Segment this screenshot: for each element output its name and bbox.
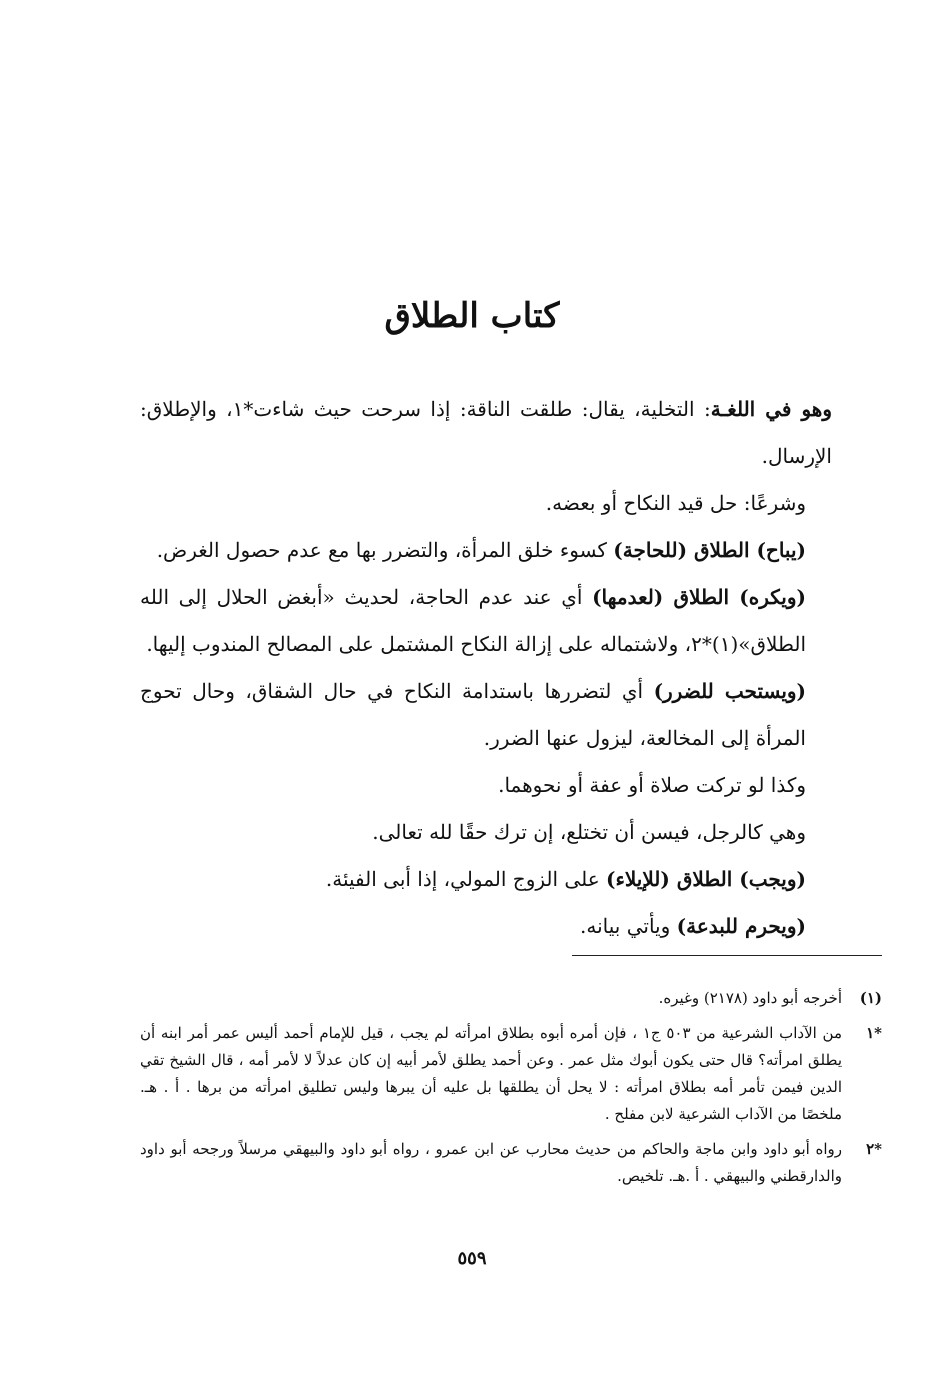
footnote-mark: *٢ xyxy=(866,1140,882,1158)
paragraph-bold: وهو في اللغـة xyxy=(710,397,832,421)
paragraph-text: وكذا لو تركت صلاة أو عفة أو نحوهما. xyxy=(498,773,806,797)
paragraph-bold: (ويجب) الطلاق (للإيلاء) xyxy=(606,867,806,891)
paragraph xyxy=(140,574,832,668)
paragraph-text: أي لتضررها باستدامة النكاح في حال الشقاق، وحال تحوج المرأة إلى المخالعة، ليزول عنها الضرر. xyxy=(140,679,806,750)
paragraph-text: وشرعًا: حل قيد النكاح أو بعضه. xyxy=(545,491,806,515)
paragraph-bold: (يباح) الطلاق (للحاجة) xyxy=(613,538,806,562)
footnote-separator xyxy=(572,955,882,956)
chapter-title: كتاب الطلاق xyxy=(384,296,560,336)
paragraph-text: على الزوج المولي، إذا أبى الفيئة. xyxy=(325,867,606,891)
paragraph xyxy=(140,762,832,809)
footnotes xyxy=(140,985,882,1198)
paragraph xyxy=(140,903,832,950)
footnote-text: من الآداب الشرعية من ٥٠٣ ج١ ، فإن أمره أبوه بطلاق امرأته لم يجب ، قيل للإمام أحمد أليس عمر أمر ابنه أن يطلق امرأته؟ قال حتى يكون أبوك مثل عمر . وعن أحمد يطلق لأمر أبيه إن كان عدلاً لا لأمر أمه ، قال الشيخ تقي الدين فيمن تأمر أمه بطلاق امرأته : لا يحل أن يطلقها بل عليه أن يبرها وليس تطليق امرأته من برها . أ . هـ. ملخصًا من الآداب الشرعية لابن مفلح . xyxy=(140,1024,843,1123)
paragraph xyxy=(140,386,832,480)
paragraph-text: كسوء خلق المرأة، والتضرر بها مع عدم حصول الغرض. xyxy=(156,538,614,562)
footnote-mark: (١) xyxy=(859,989,882,1007)
footnote-mark: *١ xyxy=(866,1024,882,1042)
paragraph xyxy=(140,527,832,574)
page-number: ٥٥٩ xyxy=(457,1248,487,1269)
paragraph-text: وهي كالرجل، فيسن أن تختلع، إن ترك حقًا لله تعالى. xyxy=(372,820,806,844)
paragraph xyxy=(140,809,832,856)
paragraph-bold: (ويحرم للبدعة) xyxy=(676,914,806,938)
paragraph xyxy=(140,668,832,762)
footnote xyxy=(140,1136,882,1190)
footnote-text: رواه أبو داود وابن ماجة والحاكم من حديث محارب عن ابن عمرو ، رواه أبو داود والبيهقي مرسلاً ورجحه أبو داود والدارقطني والبيهقي . أ .هـ. تلخيص. xyxy=(140,1140,842,1185)
paragraph-text: أي عند عدم الحاجة، لحديث «أبغض الحلال إلى الله الطلاق»(١)*٢، ولاشتماله على إزالة النكاح المشتمل على المصالح المندوب إليها. xyxy=(140,585,806,656)
paragraph xyxy=(140,856,832,903)
paragraph-text: : التخلية، يقال: طلقت الناقة: إذا سرحت حيث شاءت*١، والإطلاق: الإرسال. xyxy=(140,397,832,468)
paragraph xyxy=(140,480,832,527)
paragraph-bold: (ويكره) الطلاق (لعدمها) xyxy=(592,585,806,609)
paragraph-text: ويأتي بيانه. xyxy=(580,914,677,938)
paragraph-bold: (ويستحب للضرر) xyxy=(653,679,807,703)
footnote-text: أخرجه أبو داود (٢١٧٨) وغيره. xyxy=(658,989,842,1007)
footnote xyxy=(140,1020,882,1128)
body-text xyxy=(140,386,832,950)
footnote xyxy=(140,985,882,1012)
